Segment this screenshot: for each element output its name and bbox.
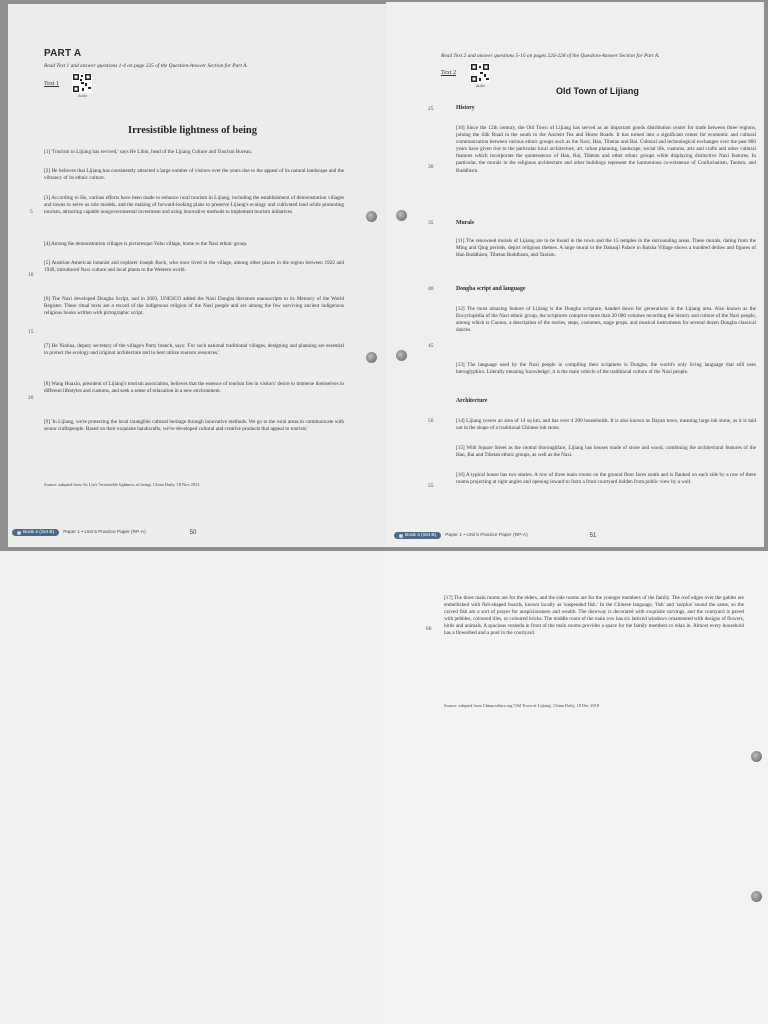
- paragraph-16: [16] A typical house has two stories. A row of three main rooms on the ground floor faces south and is flanked on each side by a row of three rooms projecting at right angles and opening inward to form a front courtyard hidden from public view by a wall.: [456, 472, 756, 486]
- line-number: 20: [28, 395, 34, 401]
- book-badge: [394, 532, 441, 539]
- punch-hole-icon: [366, 211, 377, 222]
- page-footer: [394, 532, 596, 539]
- badge-label: Book 4 (Set B): [405, 533, 437, 538]
- paragraph-7: [7] He Xinhua, deputy secretary of the village's Party branch, says: 'For such national traditional villages, designing and planning are essential to protect the ecology and original architecture and to best utilize tourism resources.': [44, 343, 344, 357]
- page-number: 51: [589, 532, 597, 539]
- line-number: 15: [28, 329, 34, 335]
- line-number: 55: [428, 483, 434, 489]
- line-number: 10: [28, 272, 34, 278]
- footer-text: Paper 1 • Unit 5 Practice Paper (RP-A): [63, 530, 146, 535]
- line-number: 30: [428, 164, 434, 170]
- page-50: [8, 4, 386, 547]
- audio-label: Audio: [476, 84, 486, 88]
- punch-hole-icon: [396, 350, 407, 361]
- paragraph-10: [10] Since the 12th century, the Old Town of Lijiang has served as an important goods distribution center for trade between three regions, joining the Silk Road in the south to the Ancient Tea and Horse Roads. It has turned into a significant center for economic and cultural communication between various ethnic groups such as the Naxi, Han, Tibetan and Bai. Cultural and technological exchanges over the past 800 years have given rise to the particular local architecture, art, urban planning, landscape, social life, customs, arts and crafts and other cultural features which incorporate the quintessence of Han, Bai, Tibetan and other ethnic groups while displaying distinctive Naxi features. In particular, the murals in the religious architecture and other buildings represent the harmonious co-existence of Confucianism, Taoism, and Buddhism.: [456, 125, 756, 174]
- blank-page: [0, 551, 384, 1024]
- line-number: 40: [428, 286, 434, 292]
- paragraph-2: [2] He believes that Lijiang has consistently attracted a large number of visitors over the years due to the appeal of its natural landscape and the vibrancy of its ethnic culture.: [44, 168, 344, 182]
- text-label: Text 2: [441, 70, 457, 76]
- section-heading-architecture: Architecture: [456, 398, 488, 404]
- footer-text: Paper 1 • Unit 5 Practice Paper (RP-A): [445, 533, 528, 538]
- source-note: Source: adapted from Yu Lin's 'Irresistible lightness of being', China Daily, 18 Nov 2023: [44, 482, 200, 487]
- audio-label: Audio: [78, 94, 88, 98]
- paragraph-9: [9] 'In Lijiang, we're protecting the local intangible cultural heritage through innovative methods. We go to the rural areas to communicate with senior craftspeople. Based on their exquisite handicrafts, we've developed cultural and creative products that appeal to tourists.': [44, 419, 344, 433]
- badge-dot-icon: [17, 531, 21, 535]
- page-51: [386, 2, 764, 547]
- source-note: Source: adapted from Chinaculture.org 'Old Town of Lijiang', China Daily, 18 Dec 2018: [444, 703, 600, 708]
- paragraph-11: [11] The renowned murals of Lijiang are to be found in the town and the 15 temples in the surrounding areas. These murals, dating from the Ming and Qing periods, depict religious themes. A large mural in the Dabaoji Palace in Baisha Village shows a hundred deities and figures of Han Buddhism, Tibetan Buddhism, and Taoism.: [456, 238, 756, 259]
- page-footer: [12, 529, 196, 536]
- article-title: Irresistible lightness of being: [128, 125, 258, 136]
- section-heading-dongba: Dongba script and language: [456, 286, 526, 292]
- part-heading: PART A: [44, 48, 82, 59]
- line-number: 25: [428, 106, 434, 112]
- paragraph-8: [8] Wang Huaxin, president of Lijiang's tourism association, believes that the essence of tourism lies in visitors' desire to immerse themselves in different lifestyles and customs, and seek a sense of relaxation in a new environment.: [44, 381, 344, 395]
- paragraph-1: [1] 'Tourism in Lijiang has revived,' says He Libin, head of the Lijiang Culture and Tourism Bureau.: [44, 149, 253, 155]
- punch-hole-icon: [396, 210, 407, 221]
- punch-hole-icon: [366, 352, 377, 363]
- line-number: 45: [428, 343, 434, 349]
- paragraph-14: [14] Lijiang covers an area of 14 sq km, and has over 4 200 households. It is also known as Dayan town, meaning large ink stone, as it is laid out in the shape of a traditional Chinese ink stone.: [456, 418, 756, 432]
- badge-label: Book 4 (Set B): [23, 530, 55, 535]
- page-number: 50: [189, 529, 197, 536]
- section-heading-history: History: [456, 105, 475, 111]
- paragraph-17: [17] The three main rooms are for the elders, and the side rooms are for the younger members of the family. The roof edges over the gables are embellished with fish-shaped boards, known locally as 'suspended fish.' In the Chinese language, 'fish' and 'surplus' sound the same, so the carved fish are a sort of prayer for auspiciousness and wealth. The doorway is decorated with exquisite carvings, and the courtyard is paved with pebbles, coloured tiles, or coloured bricks. The middle room of the main row has six latticed windows ornamented with designs of flowers, birds and animals. A spacious veranda in front of the main rooms provides a space for the family members to relax in. Almost every household has a flowerbed and a pool in the courtyard.: [444, 595, 744, 637]
- line-number: 50: [428, 418, 434, 424]
- text-label: Text 1: [44, 81, 60, 87]
- instruction: Read Text 1 and answer questions 1-4 on page 225 of the Question-Answer Section for Part A.: [44, 63, 248, 69]
- paragraph-6: [6] The Naxi developed Dongba Script, and in 2003, UNESCO added the Naxi Dongba literature manuscripts to its Memory of the World Register. These ritual texts are a record of the indigenous religion of the Naxi people and are among the few surviving ancient indigenous religious books written with pictographic script.: [44, 296, 344, 317]
- paragraph-4: [4] Among the demonstration villages is picturesque Yuhu village, home to the Naxi ethnic group.: [44, 241, 248, 247]
- instruction: Read Text 2 and answer questions 5-16 on pages 226-228 of the Question-Answer Section for Part A.: [441, 53, 660, 59]
- paragraph-5: [5] Austrian-American botanist and explorer Joseph Rock, who once lived in the village, among other places in the region between 1922 and 1949, introduced Naxi culture and local plants to the Western world.: [44, 260, 344, 274]
- punch-hole-icon: [751, 751, 762, 762]
- qr-code-icon[interactable]: [470, 63, 490, 83]
- paragraph-3: [3] According to He, various efforts have been made to enhance rural tourism in Lijiang, including the establishment of demonstration villages and towns to serve as role models, and the making of forward-looking plans to preserve Lijiang's ecology and cultivated land while promoting tourism, attracting capable nongovernmental investment and using innovative methods to implement tourism initiatives.: [44, 195, 344, 216]
- section-heading-murals: Murals: [456, 220, 475, 226]
- paragraph-15: [15] With Square Street as the central thoroughfare, Lijiang has houses made of stone and wood, combining the architectural features of the Han, Bai and Tibetan ethnic groups, as well as the Naxi.: [456, 445, 756, 459]
- qr-code-icon[interactable]: [72, 73, 92, 93]
- line-number: 5: [30, 209, 33, 215]
- book-badge: [12, 529, 59, 536]
- badge-dot-icon: [399, 534, 403, 538]
- paragraph-12: [12] The most amazing feature of Lijiang is the Dongba scripture, handed down for generations in the Lijiang area. Also known as the Encyclopedia of the Naxi ethnic group, the scriptures comprise more than 20 000 volumes recording the history and culture of the Naxi people, among which is Cuomo, a description of the stories, steps, costumes, stage props, and musical instruments for several dozen Dongba classical dances.: [456, 306, 756, 334]
- line-number: 60: [426, 626, 432, 632]
- page-continuation: [384, 551, 768, 1024]
- line-number: 35: [428, 220, 434, 226]
- paragraph-13: [13] The language used by the Naxi people in compiling their scriptures is Dongba, the world's only living language that still uses hieroglyphics. Literally meaning 'knowledge', it is the main vehicle of the traditional culture of the Naxi people.: [456, 362, 756, 376]
- punch-hole-icon: [751, 891, 762, 902]
- article-title: Old Town of Lijiang: [556, 86, 639, 96]
